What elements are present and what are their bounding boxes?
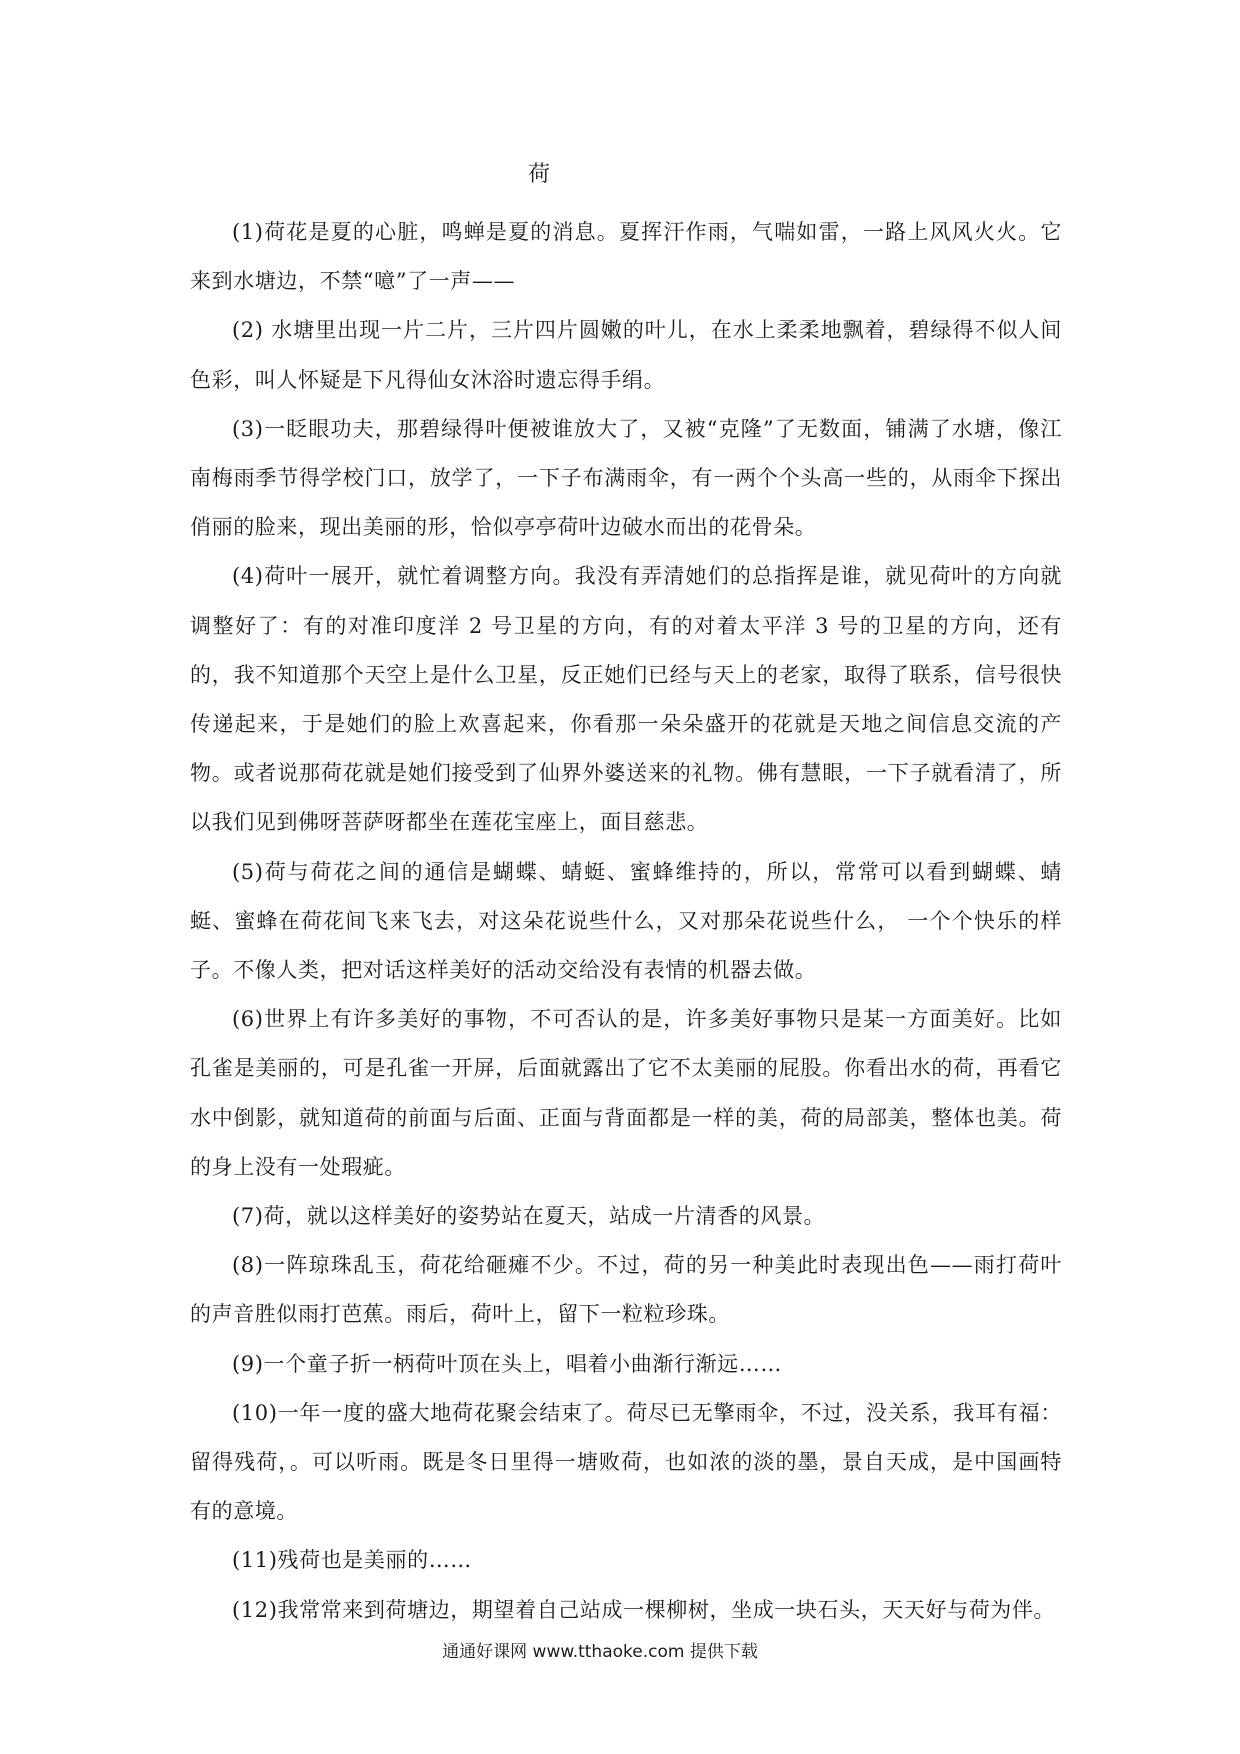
paragraph-4: (4)荷叶一展开，就忙着调整方向。我没有弄清她们的总指挥是谁，就见荷叶的方向就调整好了：有的对准印度洋 2 号卫星的方向，有的对着太平洋 3 号的卫星的方向，还有的，我不知道那个天空上是什么卫星，反正她们已经与天上的老家，取得了联系，信号很快传递起来，于是她们的脸上欢喜起来，你看那一朵朵盛开的花就是天地之间信息交流的产物。或者说那荷花就是她们接受到了仙界外婆送来的礼物。佛有慧眼，一下子就看清了，所以我们见到佛呀菩萨呀都坐在莲花宝座上，面目慈悲。 [190, 564, 1062, 835]
paragraph-3: (3)一眨眼功夫，那碧绿得叶便被谁放大了，又被“克隆”了无数面，铺满了水塘，像江南梅雨季节得学校门口，放学了，一下子布满雨伞，有一两个个头高一些的，从雨伞下探出俏丽的脸来，现出美丽的形，恰似亭亭荷叶边破水而出的花骨朵。 [190, 416, 1062, 540]
page-footer [0, 1640, 1240, 1664]
paragraph-12: (12)我常常来到荷塘边，期望着自己站成一棵柳树，坐成一块石头，天天好与荷为伴。 [232, 1597, 1056, 1622]
title-text: 荷 [527, 162, 552, 187]
document-title [0, 160, 1240, 190]
paragraph-9: (9)一个童子折一柄荷叶顶在头上，唱着小曲渐行渐远…… [232, 1351, 782, 1376]
article-body [190, 208, 1062, 1635]
paragraph-1: (1)荷花是夏的心脏，鸣蝉是夏的消息。夏挥汗作雨，气喘如雷，一路上风风火火。它来到水塘边，不禁“噫”了一声—— [190, 220, 1062, 294]
paragraph-2: (2) 水塘里出现一片二片，三片四片圆嫩的叶儿，在水上柔柔地飘着，碧绿得不似人间色彩，叫人怀疑是下凡得仙女沐浴时遗忘得手绢。 [190, 318, 1062, 392]
paragraph-6: (6)世界上有许多美好的事物，不可否认的是，许多美好事物只是某一方面美好。比如孔雀是美丽的，可是孔雀一开屏，后面就露出了它不太美丽的屁股。你看出水的荷，再看它水中倒影，就知道荷的前面与后面、正面与背面都是一样的美，荷的局部美，整体也美。荷的身上没有一处瑕疵。 [190, 1007, 1062, 1179]
paragraph-11: (11)残荷也是美丽的…… [232, 1548, 472, 1573]
paragraph-8: (8)一阵琼珠乱玉，荷花给砸瘫不少。不过，荷的另一种美此时表现出色——雨打荷叶的声音胜似雨打芭蕉。雨后，荷叶上，留下一粒粒珍珠。 [190, 1253, 1062, 1327]
paragraph-5: (5)荷与荷花之间的通信是蝴蝶、蜻蜓、蜜蜂维持的，所以，常常可以看到蝴蝶、蜻蜓、蜜蜂在荷花间飞来飞去，对这朵花说些什么，又对那朵花说些什么， 一个个快乐的样子。不像人类，把对话这样美好的活动交给没有表情的机器去做。 [190, 859, 1062, 983]
footer-text: 通通好课网 www.tthaoke.com 提供下载 [442, 1642, 758, 1662]
paragraph-10: (10)一年一度的盛大地荷花聚会结束了。荷尽已无擎雨伞，不过，没关系，我耳有福：留得残荷，。可以听雨。既是冬日里得一塘败荷，也如浓的淡的墨，景自天成，是中国画特有的意境。 [190, 1400, 1062, 1524]
paragraph-7: (7)荷，就以这样美好的姿势站在夏天，站成一片清香的风景。 [232, 1204, 826, 1229]
